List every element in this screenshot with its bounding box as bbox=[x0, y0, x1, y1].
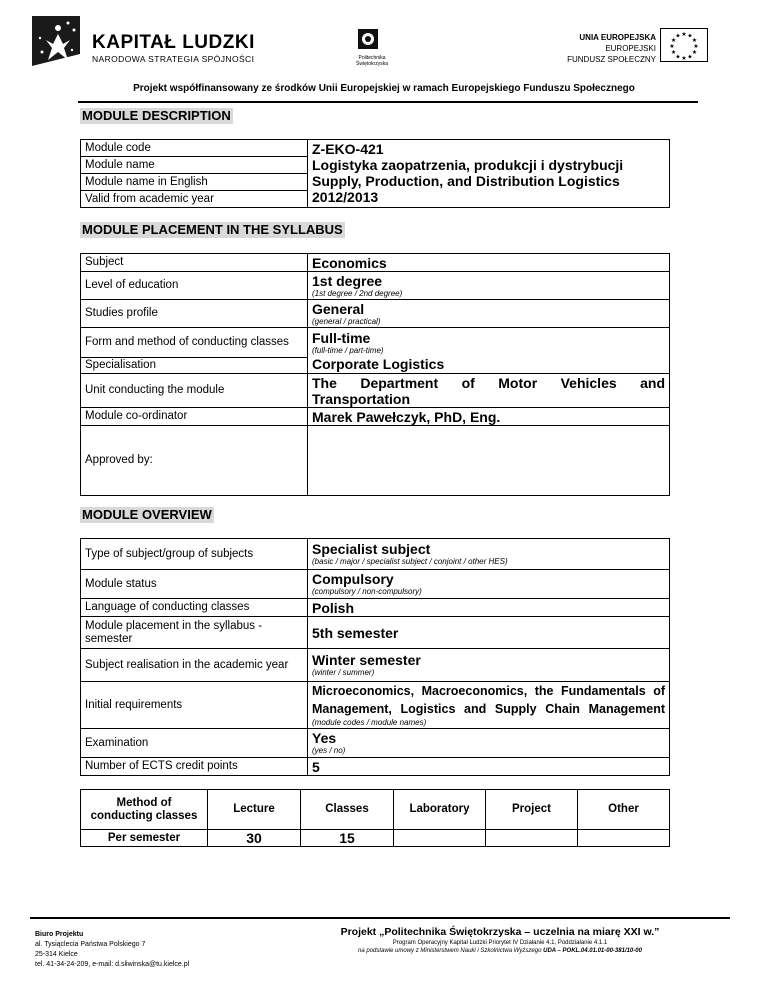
label-subject: Subject bbox=[81, 254, 308, 272]
label-language: Language of conducting classes bbox=[81, 599, 308, 617]
svg-text:★: ★ bbox=[691, 49, 698, 56]
svg-text:★: ★ bbox=[675, 32, 681, 40]
label-module-name: Module name bbox=[81, 157, 308, 174]
value-specialisation: Corporate Logistics bbox=[312, 355, 445, 372]
value-ects: 5 bbox=[312, 758, 320, 775]
section-module-overview: MODULE OVERVIEW bbox=[82, 507, 212, 522]
row-label-per-semester: Per semester bbox=[81, 830, 208, 847]
header-other: Other bbox=[578, 790, 670, 830]
cofinancing-note: Projekt współfinansowany ze środków Unii Europejskiej w ramach Europejskiego Funduszu Społecznego bbox=[133, 83, 635, 94]
university-name: Politechnika Świętokrzyska bbox=[356, 55, 388, 67]
label-approved-by: Approved by: bbox=[81, 426, 308, 496]
value-subject-type: Specialist subject bbox=[312, 541, 431, 557]
hint-subject-type: (basic / major / specialist subject / conjoint / other HES) bbox=[312, 557, 508, 566]
footer-project-title: Projekt „Politechnika Świętokrzyska – uczelnia na miarę XXI w.” bbox=[340, 926, 660, 938]
header-laboratory: Laboratory bbox=[394, 790, 486, 830]
classes-hours-table bbox=[80, 789, 670, 847]
label-form-of-classes: Form and method of conducting classes bbox=[81, 328, 308, 358]
label-unit-conducting: Unit conducting the module bbox=[81, 374, 308, 408]
label-subject-type: Type of subject/group of subjects bbox=[81, 539, 308, 570]
value-subject: Economics bbox=[312, 254, 387, 271]
value-initial-requirements-line1: Microeconomics, Macroeconomics, the Fundamentals of bbox=[312, 684, 665, 698]
module-overview-table bbox=[80, 538, 670, 776]
value-laboratory-hours bbox=[394, 830, 486, 847]
header-classes: Classes bbox=[301, 790, 394, 830]
value-language: Polish bbox=[312, 599, 355, 616]
hint-initial-requirements: (module codes / module names) bbox=[312, 718, 427, 727]
svg-text:★: ★ bbox=[675, 53, 681, 61]
hint-examination: (yes / no) bbox=[312, 746, 346, 755]
footer-address-line1: al. Tysiąclecia Państwa Polskiego 7 bbox=[35, 941, 146, 948]
value-unit-conducting-line2: Transportation bbox=[312, 390, 411, 407]
svg-text:★: ★ bbox=[687, 32, 693, 40]
footer-project bbox=[310, 925, 690, 955]
label-semester: Module placement in the syllabus - semester bbox=[81, 617, 308, 649]
value-initial-requirements-line2: Management, Logistics and Supply Chain Management bbox=[312, 702, 665, 716]
value-module-status: Compulsory bbox=[312, 571, 394, 587]
university-emblem-icon bbox=[357, 28, 379, 50]
label-module-name-english: Module name in English bbox=[81, 174, 308, 191]
value-classes-hours: 15 bbox=[301, 830, 394, 847]
hint-module-status: (compulsory / non-compulsory) bbox=[312, 587, 422, 596]
value-level-of-education: 1st degree bbox=[312, 272, 383, 289]
header-method-of-classes: Method of conducting classes bbox=[81, 790, 208, 830]
value-module-name-english: Supply, Production, and Distribution Logistics bbox=[312, 173, 620, 189]
hint-studies-profile: (general / practical) bbox=[312, 316, 381, 326]
value-academic-year: 2012/2013 bbox=[312, 189, 379, 205]
header-lecture: Lecture bbox=[208, 790, 301, 830]
label-module-coordinator: Module co-ordinator bbox=[81, 408, 308, 426]
hint-form-of-classes: (full-time / part-time) bbox=[312, 345, 384, 355]
value-semester: 5th semester bbox=[312, 624, 399, 641]
eu-flag-icon bbox=[660, 28, 708, 62]
value-module-coordinator: Marek Pawełczyk, PhD, Eng. bbox=[312, 408, 501, 425]
footer-address-line2: 25-314 Kielce bbox=[35, 951, 78, 958]
label-specialisation: Specialisation bbox=[81, 358, 308, 374]
svg-text:★: ★ bbox=[687, 53, 693, 61]
kapital-ludzki-logo-icon bbox=[28, 14, 84, 68]
svg-text:★: ★ bbox=[681, 31, 687, 38]
label-module-status: Module status bbox=[81, 570, 308, 599]
svg-text:★: ★ bbox=[670, 37, 677, 44]
svg-text:★: ★ bbox=[670, 49, 677, 56]
label-module-code: Module code bbox=[81, 140, 308, 157]
header-project: Project bbox=[486, 790, 578, 830]
label-realisation: Subject realisation in the academic year bbox=[81, 649, 308, 682]
eu-label bbox=[540, 32, 656, 65]
section-module-description: MODULE DESCRIPTION bbox=[82, 108, 231, 123]
footer-agreement-code: UDA – POKL.04.01.01-00-381/10-00 bbox=[543, 948, 642, 954]
eu-line-2: EUROPEJSKI bbox=[605, 44, 656, 53]
hint-realisation: (winter / summer) bbox=[312, 668, 375, 677]
label-studies-profile: Studies profile bbox=[81, 300, 308, 328]
eu-line-3: FUNDUSZ SPOŁECZNY bbox=[567, 55, 656, 64]
section-module-placement: MODULE PLACEMENT IN THE SYLLABUS bbox=[82, 222, 343, 237]
label-examination: Examination bbox=[81, 729, 308, 758]
header-divider bbox=[78, 101, 698, 103]
value-module-name: Logistyka zaopatrzenia, produkcji i dystrybucji bbox=[312, 157, 624, 173]
value-unit-conducting-line1: The Department of Motor Vehicles and bbox=[312, 374, 665, 391]
footer-contact: tel. 41-34-24-209, e-mail: d.sliwinska@tu.kielce.pl bbox=[35, 961, 190, 968]
program-subtitle: NARODOWA STRATEGIA SPÓJNOŚCI bbox=[92, 54, 255, 64]
module-placement-table bbox=[80, 253, 670, 496]
label-level-of-education: Level of education bbox=[81, 272, 308, 300]
value-project-hours bbox=[486, 830, 578, 847]
footer-divider bbox=[30, 917, 730, 919]
footer-agreement-text: na podstawie umowy z Ministerstwem Nauki i Szkolnictwa Wyższego bbox=[358, 948, 542, 954]
label-ects: Number of ECTS credit points bbox=[81, 758, 308, 776]
svg-text:★: ★ bbox=[669, 43, 675, 50]
label-initial-requirements: Initial requirements bbox=[81, 682, 308, 729]
footer-office bbox=[35, 930, 189, 970]
value-studies-profile: General bbox=[312, 300, 365, 317]
value-approved-by bbox=[308, 426, 670, 496]
hint-level-of-education: (1st degree / 2nd degree) bbox=[312, 288, 403, 298]
value-realisation: Winter semester bbox=[312, 652, 421, 668]
value-examination: Yes bbox=[312, 730, 337, 746]
module-description-table bbox=[80, 139, 670, 208]
value-form-of-classes: Full-time bbox=[312, 329, 371, 346]
svg-text:★: ★ bbox=[691, 37, 698, 44]
program-title: KAPITAŁ LUDZKI bbox=[92, 32, 255, 53]
eu-line-1: UNIA EUROPEJSKA bbox=[579, 33, 656, 42]
footer-office-title: Biuro Projektu bbox=[35, 931, 84, 938]
label-academic-year: Valid from academic year bbox=[81, 191, 308, 208]
value-module-code: Z-EKO-421 bbox=[312, 141, 384, 157]
footer-program-line: Program Operacyjny Kapitał Ludzki Priorytet IV Działanie 4.1, Poddziałanie 4.1.1 bbox=[392, 940, 608, 946]
svg-text:★: ★ bbox=[693, 43, 699, 50]
value-lecture-hours: 30 bbox=[208, 830, 301, 847]
svg-text:★: ★ bbox=[681, 55, 687, 62]
footer-agreement-line bbox=[310, 947, 690, 955]
value-other-hours bbox=[578, 830, 670, 847]
